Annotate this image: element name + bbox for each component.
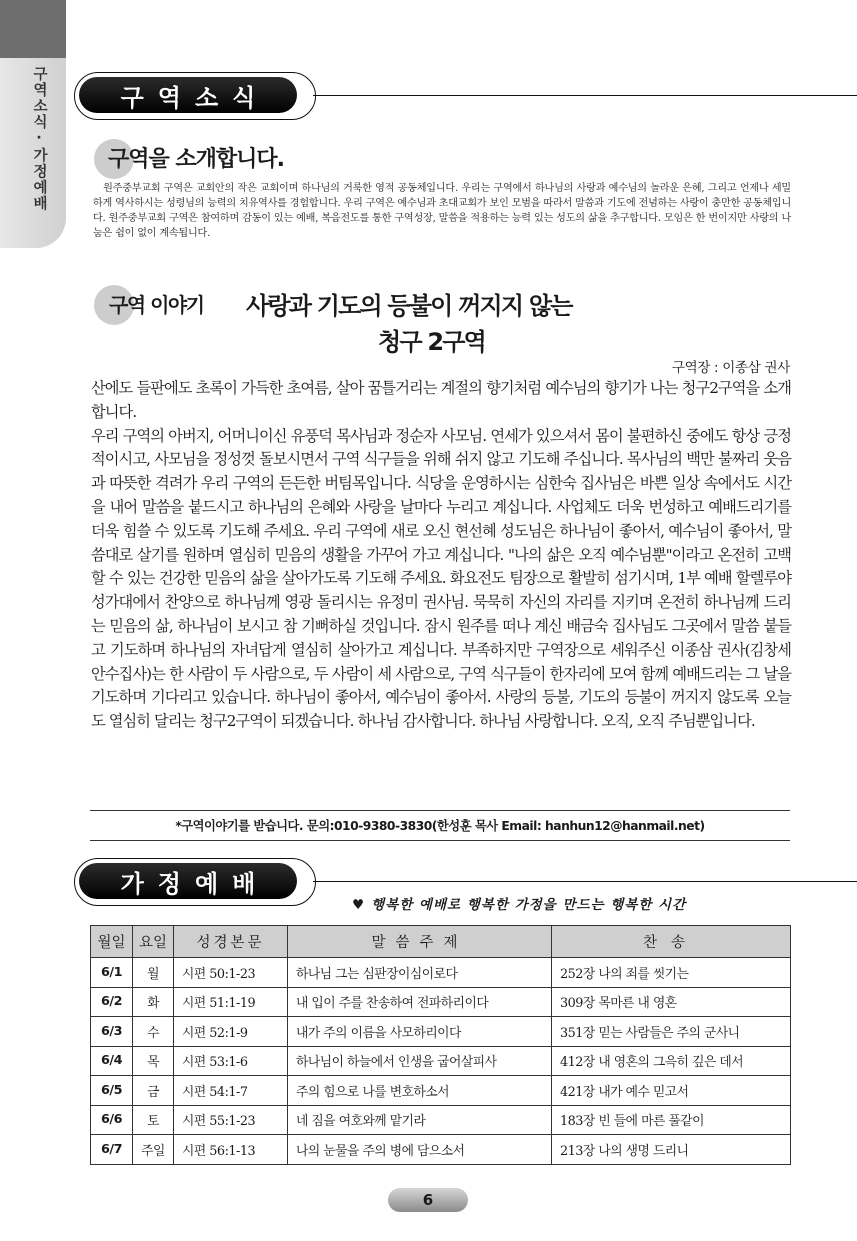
side-tab-top	[0, 0, 66, 58]
intro-body: 원주중부교회 구역은 교회안의 작은 교회이며 하나님의 거룩한 영적 공동체입니다. 우리는 구역에서 하나님의 사랑과 예수님의 놀라운 은혜, 그리고 언제나 세밀하게 역사하시는 성령님의 능력의 치유역사를 경험합니다. 우리 구역은 예수님과 초대교회가 보인 모범을 따라서 말씀과 기도에 전념하는 사랑이 충만한 공동체입니다. 원주중부교회 구역은 참여하며 감동이 있는 예배, 복음전도를 통한 구역성장, 말씀을 적용하는 능력 있는 성도의 삶을 추구합니다. 모임은 한 번이지만 사랑의 나눔은 쉼이 없이 계속됩니다.	[93, 183, 791, 239]
row-date: 6/1	[91, 958, 133, 988]
row-hymn: 213장 나의 생명 드리니	[552, 1135, 791, 1165]
row-scripture: 시편 56:1-13	[174, 1135, 288, 1165]
contact-note: *구역이야기를 받습니다. 문의:010-9380-3830(한성훈 목사 Email: hanhun12@hanmail.net)	[175, 819, 705, 833]
table-row	[91, 1017, 791, 1047]
worship-motto-text: 행복한 예배로 행복한 가정을 만드는 행복한 시간	[371, 897, 687, 913]
row-day: 목	[133, 1046, 174, 1076]
row-hymn: 183장 빈 들에 마른 풀같이	[552, 1105, 791, 1135]
intro-title: 구역을 소개합니다.	[108, 147, 285, 172]
row-date: 6/6	[91, 1105, 133, 1135]
header-date: 월일	[91, 926, 133, 958]
row-day: 금	[133, 1076, 174, 1106]
heart-icon: ♥	[352, 897, 366, 913]
row-day: 수	[133, 1017, 174, 1047]
page-number: 6	[388, 1188, 468, 1212]
row-theme: 주의 힘으로 나를 변호하소서	[288, 1076, 552, 1106]
row-date: 6/7	[91, 1135, 133, 1165]
row-scripture: 시편 51:1-19	[174, 987, 288, 1017]
table-row	[91, 1076, 791, 1106]
row-theme: 내가 주의 이름을 사모하리이다	[288, 1017, 552, 1047]
row-hymn: 351장 믿는 사람들은 주의 군사니	[552, 1017, 791, 1047]
row-date: 6/3	[91, 1017, 133, 1047]
row-scripture: 시편 52:1-9	[174, 1017, 288, 1047]
header-hymn: 찬송	[552, 926, 791, 958]
header-day: 요일	[133, 926, 174, 958]
row-theme: 나의 눈물을 주의 병에 담으소서	[288, 1135, 552, 1165]
row-hymn: 252장 나의 죄를 씻기는	[552, 958, 791, 988]
row-hymn: 421장 내가 예수 믿고서	[552, 1076, 791, 1106]
story-label: 구역 이야기	[109, 293, 204, 317]
row-date: 6/5	[91, 1076, 133, 1106]
table-row	[91, 1135, 791, 1165]
story-author: 구역장 : 이종삼 권사	[671, 360, 790, 376]
contact-rule-bottom	[90, 840, 790, 841]
row-day: 토	[133, 1105, 174, 1135]
side-tab-label: 구역소식·가정예배	[31, 66, 47, 212]
row-date: 6/4	[91, 1046, 133, 1076]
story-title-line1: 사랑과 기도의 등불이 꺼지지 않는	[246, 292, 572, 320]
row-scripture: 시편 54:1-7	[174, 1076, 288, 1106]
section2-header: 가정예배	[79, 863, 297, 899]
section2-rule	[313, 881, 857, 882]
table-header-row	[91, 926, 791, 958]
table-row	[91, 1046, 791, 1076]
row-theme: 하나님이 하늘에서 인생을 굽어살피사	[288, 1046, 552, 1076]
row-day: 월	[133, 958, 174, 988]
row-day: 주일	[133, 1135, 174, 1165]
row-scripture: 시편 55:1-23	[174, 1105, 288, 1135]
worship-motto	[352, 893, 686, 913]
row-date: 6/2	[91, 987, 133, 1017]
row-day: 화	[133, 987, 174, 1017]
contact-rule-top	[90, 810, 790, 811]
worship-table	[90, 925, 791, 1165]
story-body: 산에도 들판에도 초록이 가득한 초여름, 살아 꿈틀거리는 계절의 향기처럼 예수님의 향기가 나는 청구2구역을 소개합니다. 우리 구역의 아버지, 어머니이신 유풍덕 목사님과 정순자 사모님. 연세가 있으셔서 몸이 불편하신 중에도 항상 긍정적이시고, 사모님을 정성껏 돌보시면서 구역 식구들을 위해 쉬지 않고 기도해 주십니다. 목사님의 백만 불짜리 웃음과 따뜻한 격려가 우리 구역의 든든한 버팀목입니다. 식당을 운영하시는 심한숙 집사님은 바쁜 일상 속에서도 시간을 내어 말씀을 붙드시고 하나님의 은혜와 사랑을 날마다 누리고 계십니다. 사업체도 더욱 번성하고 예배드리기를 더욱 힘쓸 수 있도록 기도해 주세요. 우리 구역에 새로 오신 현선혜 성도님은 하나님이 좋아서, 예수님이 좋아서, 말씀대로 살기를 원하며 열심히 믿음의 생활을 가꾸어 가고 계십니다. "나의 삶은 오직 예수님뿐"이라고 온전히 고백할 수 있는 건강한 믿음의 삶을 살아가도록 기도해 주세요. 화요전도 팀장으로 활발히 섬기시며, 1부 예배 할렐루야 성가대에서 찬양으로 하나님께 영광 돌리시는 유정미 권사님. 묵묵히 자신의 자리를 지키며 온전히 하나님께 드리는 믿음의 삶, 하나님이 보시고 참 기뻐하실 것입니다. 잠시 원주를 떠나 계신 배금숙 집사님도 그곳에서 말씀 붙들고 기도하며 하나님의 자녀답게 열심히 살아가고 계십니다. 부족하지만 구역장으로 세워주신 이종삼 권사(김창세 안수집사)는 한 사람이 두 사람으로, 두 사람이 세 사람으로, 구역 식구들이 한자리에 모여 함께 예배드리는 그 날을 기도하며 기다리고 있습니다. 하나님이 좋아서, 예수님이 좋아서. 사랑의 등불, 기도의 등불이 꺼지지 않도록 오늘도 열심히 달리는 청구2구역이 되겠습니다. 하나님 감사합니다. 하나님 사랑합니다. 오직, 오직 주님뿐입니다.	[91, 379, 791, 731]
row-hymn: 412장 내 영혼의 그윽히 깊은 데서	[552, 1046, 791, 1076]
row-theme: 하나님 그는 심판장이심이로다	[288, 958, 552, 988]
table-row	[91, 1105, 791, 1135]
table-row	[91, 958, 791, 988]
row-hymn: 309장 목마른 내 영혼	[552, 987, 791, 1017]
row-scripture: 시편 50:1-23	[174, 958, 288, 988]
header-scripture: 성경본문	[174, 926, 288, 958]
story-title-line2: 청구 2구역	[378, 328, 485, 356]
row-theme: 네 짐을 여호와께 맡기라	[288, 1105, 552, 1135]
row-theme: 내 입이 주를 찬송하여 전파하리이다	[288, 987, 552, 1017]
header-theme: 말씀주제	[288, 926, 552, 958]
section1-rule	[313, 95, 857, 96]
section1-header: 구역소식	[79, 77, 297, 113]
table-row	[91, 987, 791, 1017]
row-scripture: 시편 53:1-6	[174, 1046, 288, 1076]
